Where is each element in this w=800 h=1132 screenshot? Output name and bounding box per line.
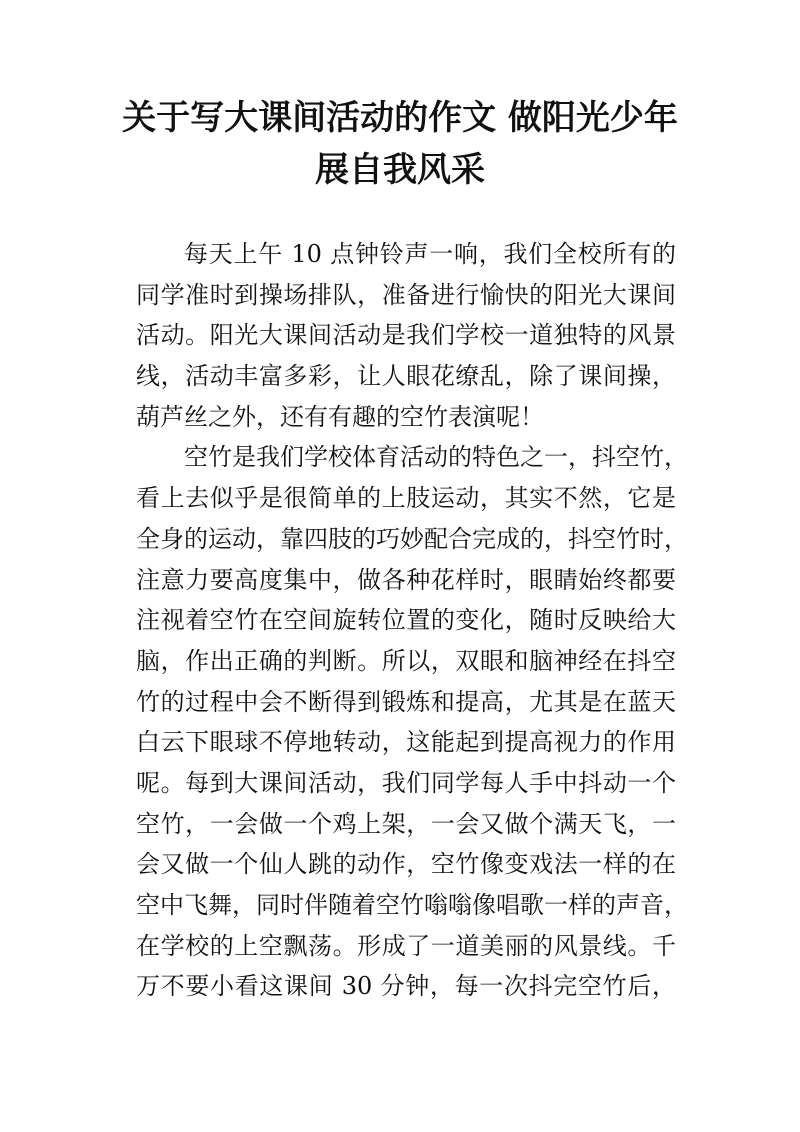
paragraph-line: 线，活动丰富多彩，让人眼花缭乱，除了课间操， (136, 362, 676, 391)
paragraph-line: 脑，作出正确的判断。所以，双眼和脑神经在抖空 (136, 646, 676, 675)
paragraph-line: 同学准时到操场排队，准备进行愉快的阳光大课间 (136, 280, 676, 309)
document-title (100, 92, 700, 196)
paragraph-line: 活动。阳光大课间活动是我们学校一道独特的风景 (136, 321, 676, 350)
paragraph-line: 白云下眼球不停地转动，这能起到提高视力的作用 (136, 728, 676, 757)
paragraph-line: 注意力要高度集中，做各种花样时，眼睛始终都要 (136, 565, 676, 594)
title-line-1: 关于写大课间活动的作文 做阳光少年 (122, 98, 678, 138)
paragraph-2 (136, 437, 688, 1007)
paragraph-line: 葫芦丝之外，还有有趣的空竹表演呢！ (136, 402, 544, 431)
paragraph-line: 空竹，一会做一个鸡上架，一会又做个满天飞，一 (136, 809, 676, 838)
paragraph-line: 全身的运动，靠四肢的巧妙配合完成的，抖空竹时， (136, 524, 688, 553)
paragraph-line: 空中飞舞，同时伴随着空竹嗡嗡像唱歌一样的声音， (136, 891, 688, 919)
paragraph-line: 注视着空竹在空间旋转位置的变化，随时反映给大 (136, 606, 676, 635)
paragraph-1 (136, 234, 676, 437)
paragraph-line: 呢。每到大课间活动，我们同学每人手中抖动一个 (136, 768, 676, 797)
title-line-2: 展自我风采 (315, 150, 485, 190)
article-body (136, 234, 688, 1007)
paragraph-line: 在学校的上空飘荡。形成了一道美丽的风景线。千 (136, 931, 676, 960)
paragraph-line: 空竹是我们学校体育活动的特色之一，抖空竹， (184, 443, 688, 472)
paragraph-line: 竹的过程中会不断得到锻炼和提高，尤其是在蓝天 (136, 687, 676, 716)
paragraph-line: 每天上午 10 点钟铃声一响，我们全校所有的 (184, 240, 676, 268)
paragraph-line: 看上去似乎是很简单的上肢运动，其实不然，它是 (136, 484, 676, 513)
paragraph-line: 万不要小看这课间 30 分钟，每一次抖完空竹后， (136, 972, 676, 1001)
paragraph-line: 会又做一个仙人跳的动作，空竹像变戏法一样的在 (136, 850, 676, 879)
